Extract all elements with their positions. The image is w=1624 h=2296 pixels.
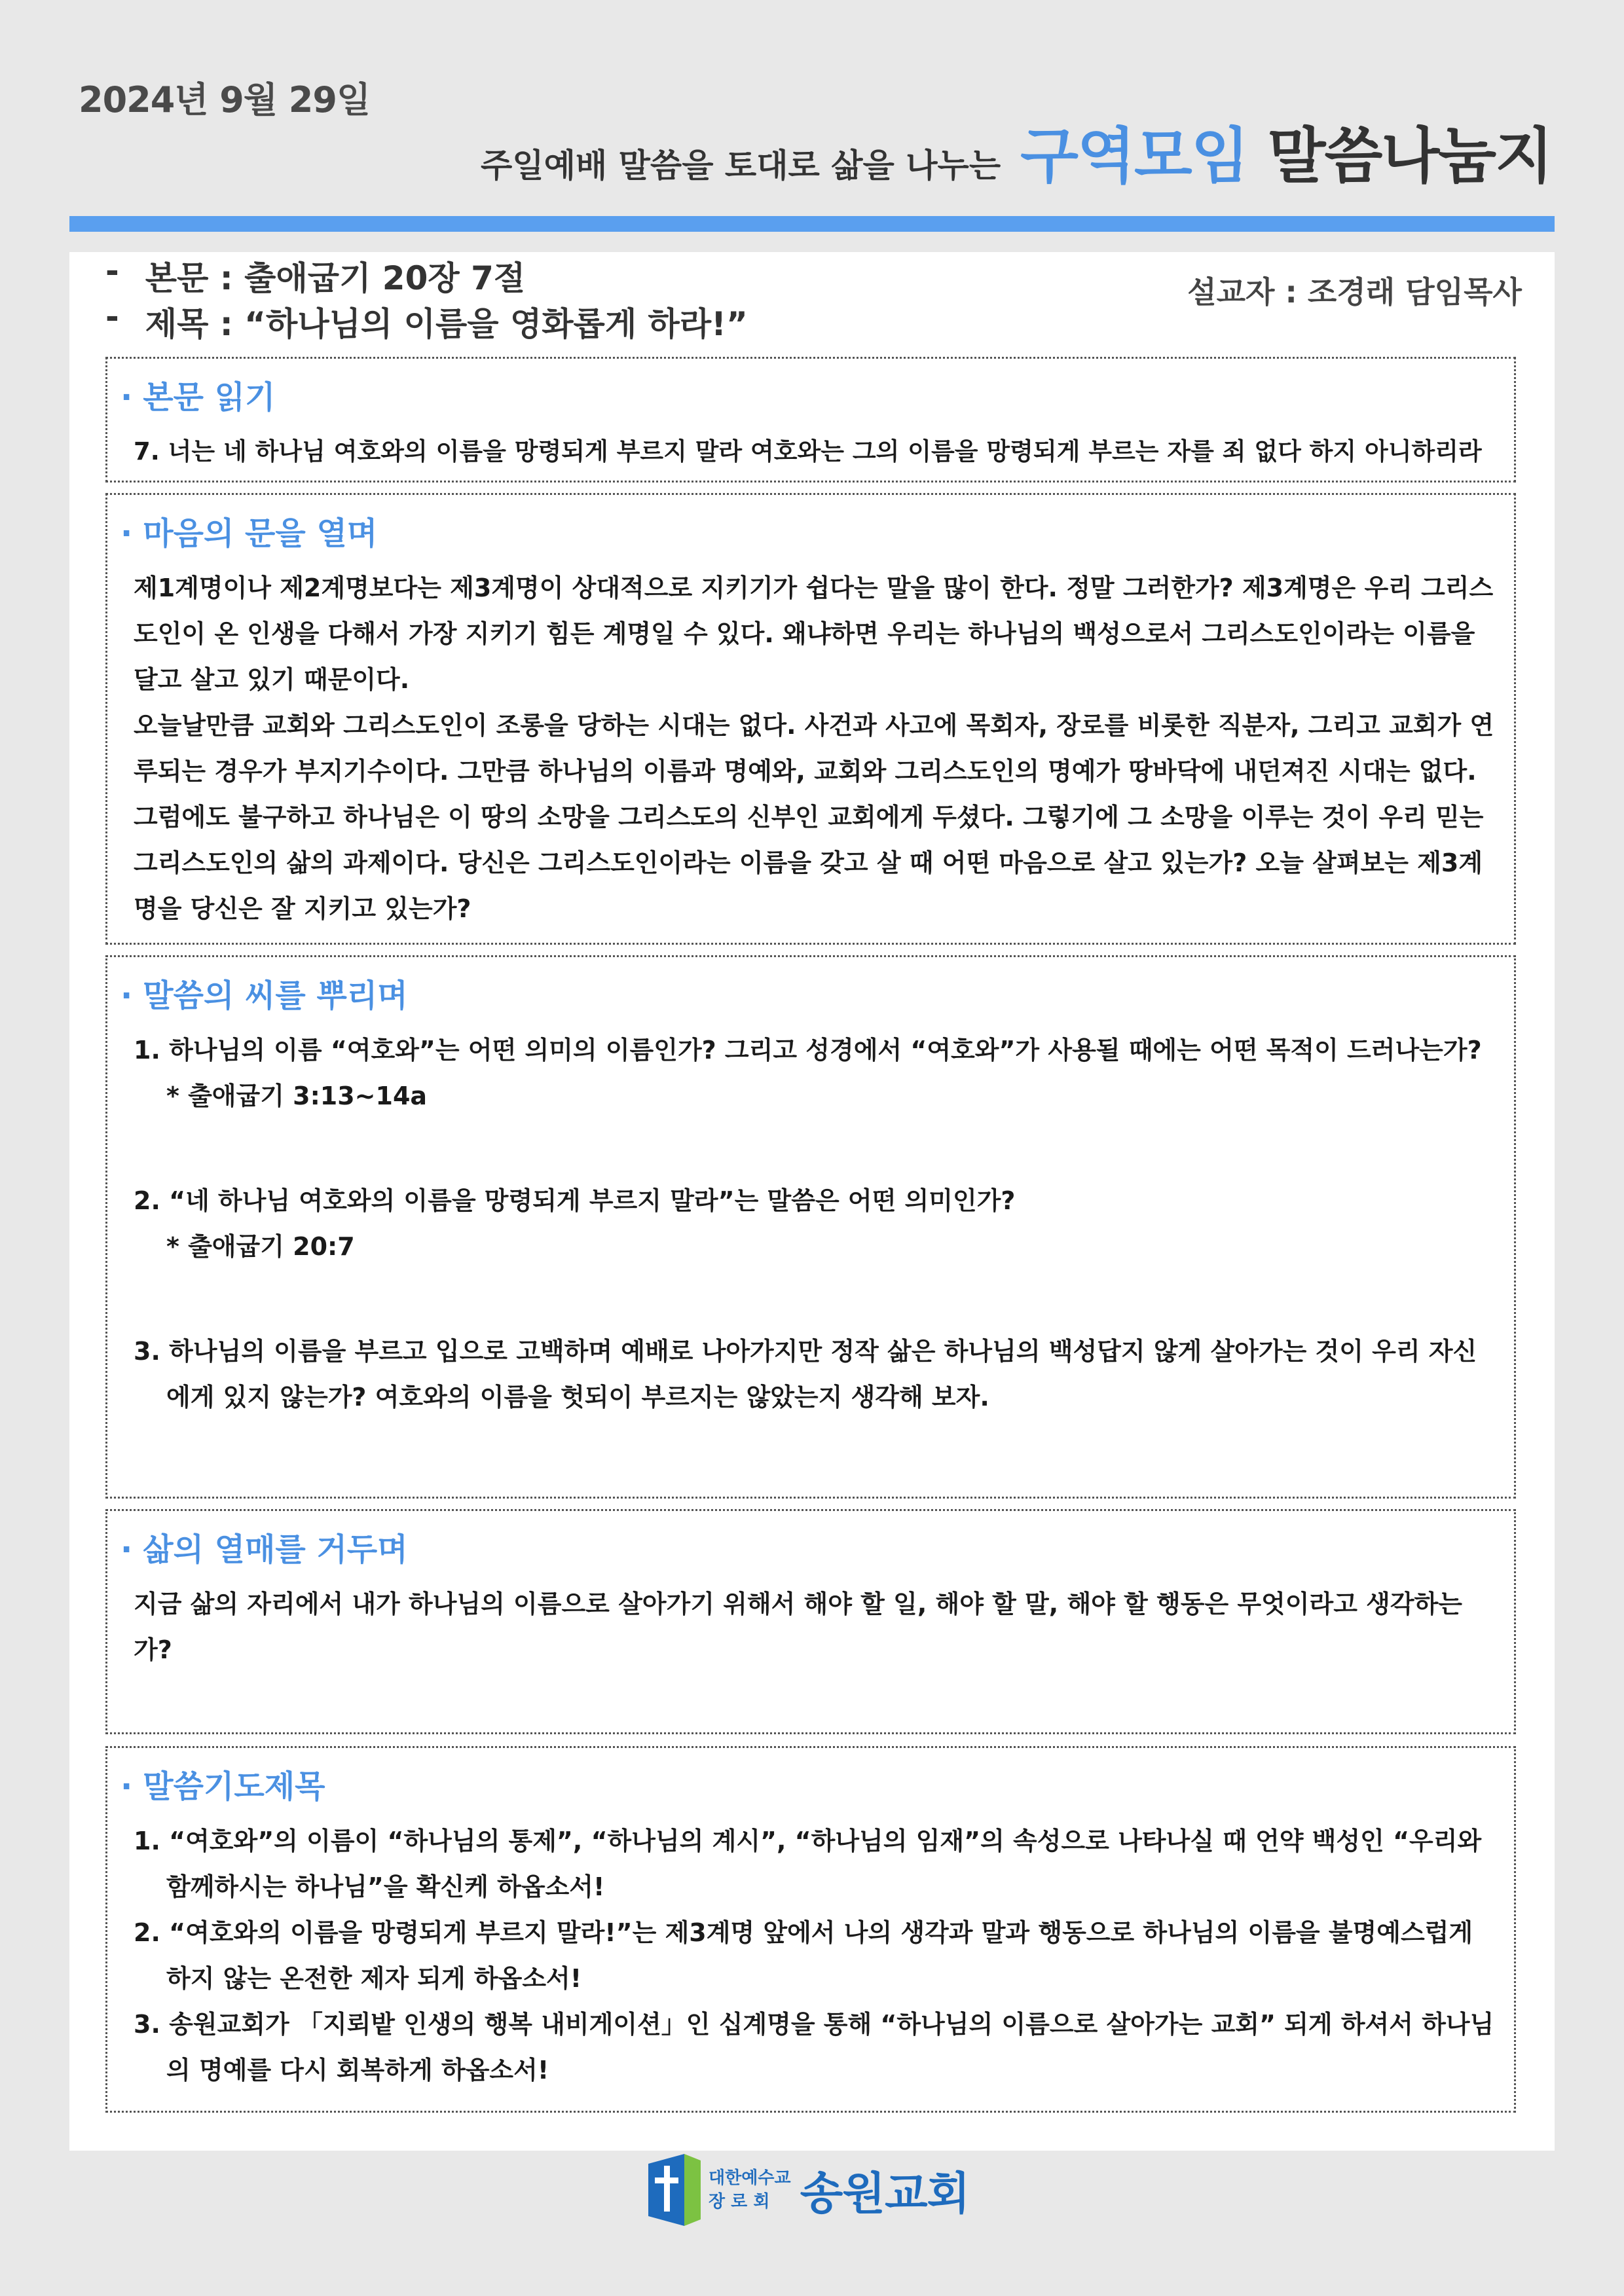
section-title xyxy=(120,1761,1494,1806)
date: 2024년 9월 29일 xyxy=(79,79,371,120)
section-bullet: · xyxy=(120,379,133,416)
section-prayer xyxy=(105,1746,1516,2113)
section-bullet: · xyxy=(120,1768,133,1805)
section-title-text: 말씀의 씨를 뿌리며 xyxy=(143,977,408,1014)
denomination-line: 장 로 회 xyxy=(709,2192,770,2212)
section-bullet: · xyxy=(120,977,133,1014)
section-title xyxy=(120,970,1494,1015)
section-title-text: 삶의 열매를 거두며 xyxy=(143,1531,408,1568)
header-title-accent: 구역모임 xyxy=(1020,121,1248,191)
question-item xyxy=(134,1178,1494,1269)
opening-text xyxy=(134,565,1494,932)
church-logo xyxy=(648,2154,969,2226)
question-reference: * 출애굽기 3:13~14a xyxy=(166,1082,428,1110)
sermon-title-row xyxy=(105,298,748,345)
question-reference: * 출애굽기 20:7 xyxy=(166,1232,355,1261)
church-name: 송원교회 xyxy=(800,2168,970,2220)
section-opening xyxy=(105,493,1516,945)
document-body xyxy=(69,252,1555,2151)
bullet-dash: - xyxy=(105,298,119,336)
section-title xyxy=(120,1524,1494,1569)
scripture-text: 7. 너는 네 하나님 여호와의 이름을 망령되게 부르지 말라 여호와는 그의 이름을 망령되게 부르는 자를 죄 없다 하지 아니하리라 xyxy=(134,437,1482,465)
bullet-dash: - xyxy=(105,252,119,290)
prayer-item: 2. “여호와의 이름을 망령되게 부르지 말라!”는 제3계명 앞에서 나의 생각과 말과 행동으로 하나님의 이름을 불명예스럽게 하지 않는 온전한 제자 되게 하옵소서! xyxy=(134,1918,1473,1993)
header-title-main: 말씀나눔지 xyxy=(1267,121,1552,191)
cross-logo-icon xyxy=(648,2154,701,2226)
section-title xyxy=(120,372,1494,417)
header-title xyxy=(481,108,1552,194)
question-text: 2. “네 하나님 여호와의 이름을 망령되게 부르지 말라”는 말씀은 어떤 의미인가? xyxy=(134,1186,1016,1215)
sermon-title: 제목 : “하나님의 이름을 영화롭게 하라!” xyxy=(145,305,748,343)
section-bullet: · xyxy=(120,515,133,552)
denomination xyxy=(701,2166,791,2214)
fruit-text: 지금 삶의 자리에서 내가 하나님의 이름으로 살아가기 위해서 해야 할 일, 해야 할 말, 해야 할 행동은 무엇이라고 생각하는가? xyxy=(134,1590,1462,1664)
question-text: 1. 하나님의 이름 “여호와”는 어떤 의미의 이름인가? 그리고 성경에서 “여호와”가 사용될 때에는 어떤 목적이 드러나는가? xyxy=(134,1036,1482,1065)
question-item xyxy=(134,1027,1494,1119)
denomination-line: 대한예수교 xyxy=(709,2168,791,2188)
scripture-reference: 본문 : 출애굽기 20장 7절 xyxy=(145,259,526,297)
paragraph: 오늘날만큼 교회와 그리스도인이 조롱을 당하는 시대는 없다. 사건과 사고에 목회자, 장로를 비롯한 직분자, 그리고 교회가 연루되는 경우가 부지기수이다. 그만큼 하나님의 이름과 명예와, 교회와 그리스도인의 명예가 땅바닥에 내던져진 시대는 없다. 그럼에도 불구하고 하나님은 이 땅의 소망을 그리스도의 신부인 교회에게 두셨다. 그렇기에 그 소망을 이루는 것이 우리 믿는 그리스도인의 삶의 과제이다. 당신은 그리스도인이라는 이름을 갖고 살 때 어떤 마음으로 살고 있는가? 오늘 살펴보는 제3계명을 당신은 잘 지키고 있는가? xyxy=(134,711,1494,923)
section-title-text: 말씀기도제목 xyxy=(143,1768,325,1805)
header-subtitle: 주일예배 말씀을 토대로 삶을 나누는 xyxy=(480,147,1001,185)
question-item xyxy=(134,1328,1494,1420)
section-title xyxy=(120,508,1494,553)
preacher: 설교자 : 조경래 담임목사 xyxy=(1187,274,1522,310)
section-questions xyxy=(105,955,1516,1499)
section-title-text: 본문 읽기 xyxy=(143,379,276,416)
section-fruit xyxy=(105,1509,1516,1734)
paragraph: 제1계명이나 제2계명보다는 제3계명이 상대적으로 지키기가 쉽다는 말을 많이 한다. 정말 그러한가? 제3계명은 우리 그리스도인이 온 인생을 다해서 가장 지키기 힘든 계명일 수 있다. 왜냐하면 우리는 하나님의 백성으로서 그리스도인이라는 이름을 달고 살고 있기 때문이다. xyxy=(134,574,1494,694)
prayer-item: 1. “여호와”의 이름이 “하나님의 통제”, “하나님의 계시”, “하나님의 임재”의 속성으로 나타나실 때 언약 백성인 “우리와 함께하시는 하나님”을 확신케 하옵소서! xyxy=(134,1827,1482,1901)
section-reading xyxy=(105,357,1516,483)
header-divider-bar xyxy=(69,216,1555,232)
scripture-row xyxy=(105,252,525,299)
section-title-text: 마음의 문을 열며 xyxy=(143,515,378,552)
section-bullet: · xyxy=(120,1531,133,1568)
question-text: 3. 하나님의 이름을 부르고 입으로 고백하며 예배로 나아가지만 정작 삶은 하나님의 백성답지 않게 살아가는 것이 우리 자신에게 있지 않는가? 여호와의 이름을 헛되이 부르지는 않았는지 생각해 보자. xyxy=(134,1337,1477,1412)
prayer-item: 3. 송원교회가 「지뢰밭 인생의 행복 내비게이션」인 십계명을 통해 “하나님의 이름으로 살아가는 교회” 되게 하셔서 하나님의 명예를 다시 회복하게 하옵소서! xyxy=(134,2010,1494,2085)
